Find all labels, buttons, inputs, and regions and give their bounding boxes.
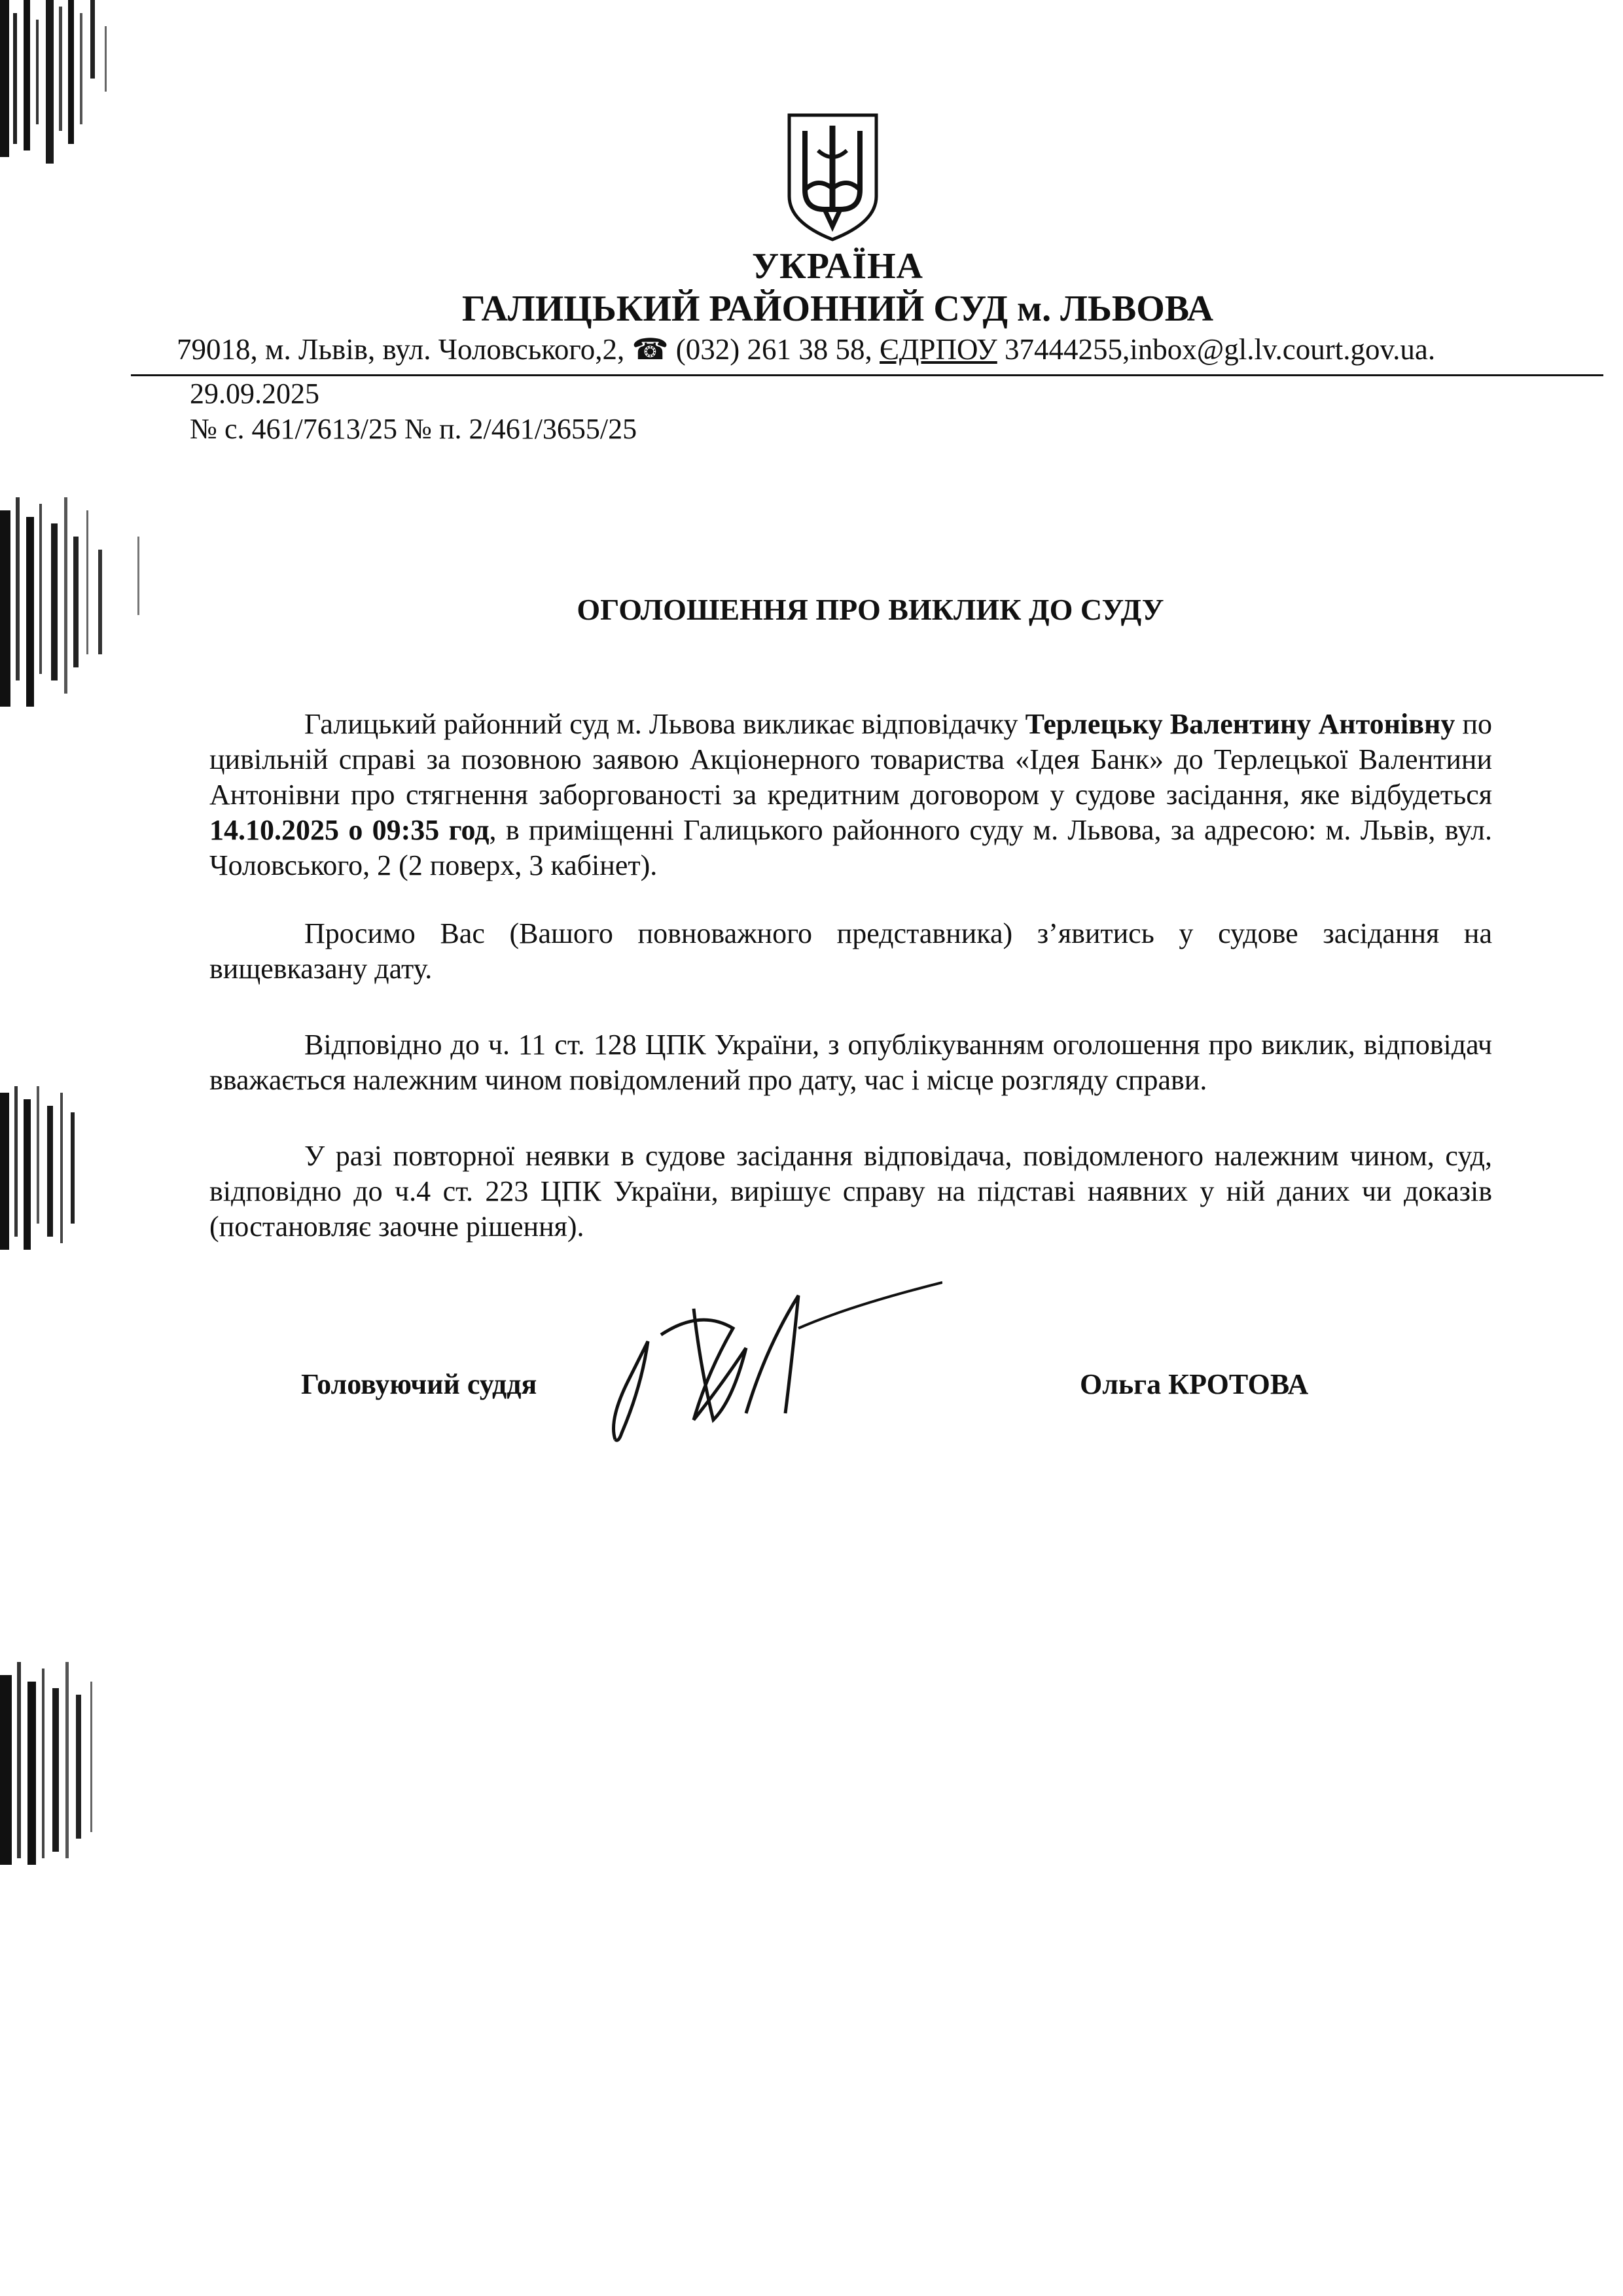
document-date: 29.09.2025 — [190, 378, 319, 410]
paragraph-text: Просимо Вас (Вашого повноважного представника) з’явитись у судове засідання на вищевказану дату. — [209, 917, 1492, 985]
paragraph-legal-notice — [209, 1027, 1492, 1098]
header-address — [177, 332, 1590, 366]
telephone-icon: ☎ — [632, 333, 669, 366]
header-divider — [131, 374, 1603, 376]
header-court-name: ГАЛИЦЬКИЙ РАЙОННИЙ СУД м. ЛЬВОВА — [461, 289, 1214, 329]
paragraph-summons — [209, 707, 1492, 883]
scan-artifact-top — [0, 0, 151, 170]
defendant-name: Терлецьку Валентину Антонівну — [1025, 708, 1455, 740]
handwritten-signature — [602, 1269, 942, 1453]
header-country: УКРАЇНА — [752, 246, 923, 287]
document-title: ОГОЛОШЕННЯ ПРО ВИКЛИК ДО СУДУ — [577, 593, 1164, 626]
paragraph-text: Відповідно до ч. 11 ст. 128 ЦПК України, з опублікуванням оголошення про виклик, відповідач вважається належним чином повідомлений про дату, час і місце розгляду справи. — [209, 1029, 1492, 1096]
paragraph-request — [209, 916, 1492, 987]
paragraph-text: , в приміщенні Галицького районного суду м. Львова, за адресою: м. Львів, вул. Чоловського, 2 (2 поверх, 3 кабінет). — [209, 814, 1493, 881]
judge-name: Ольга КРОТОВА — [1080, 1368, 1309, 1400]
hearing-datetime: 14.10.2025 о 09:35 год — [209, 814, 490, 846]
case-number: № с. 461/7613/25 № п. 2/461/3655/25 — [190, 413, 637, 445]
address-edrpou-label: ЄДРПОУ — [880, 333, 997, 366]
scan-artifact-bottom — [0, 1662, 151, 1878]
scan-artifact-lower — [0, 1086, 151, 1256]
signature-label: Головуючий суддя — [301, 1368, 537, 1400]
paragraph-text: Галицький районний суд м. Львова викликає відповідачку — [304, 708, 1026, 740]
address-code-email: 37444255,inbox@gl.lv.court.gov.ua. — [997, 333, 1436, 366]
paragraph-default-judgment — [209, 1139, 1492, 1245]
address-street: 79018, м. Львів, вул. Чоловського,2, — [177, 333, 632, 366]
coat-of-arms-trident-icon — [785, 111, 880, 242]
paragraph-text: У разі повторної неявки в судове засідання відповідача, повідомленого належним чином, суд, відповідно до ч.4 ст. 223 ЦПК України, вирішує справу на підставі наявних у ній даних чи доказів (постановляє заочне рішення). — [209, 1140, 1492, 1243]
paragraph-text: по цивільній справі за позовною заявою Акціонерного товариства «Ідея Банк» до Терлецької Валентини Антонівни про стягнення заборгованості за кредитним договором у судове засідання, яке відбудеться — [209, 708, 1492, 811]
address-phone: (032) 261 38 58, — [675, 333, 880, 366]
